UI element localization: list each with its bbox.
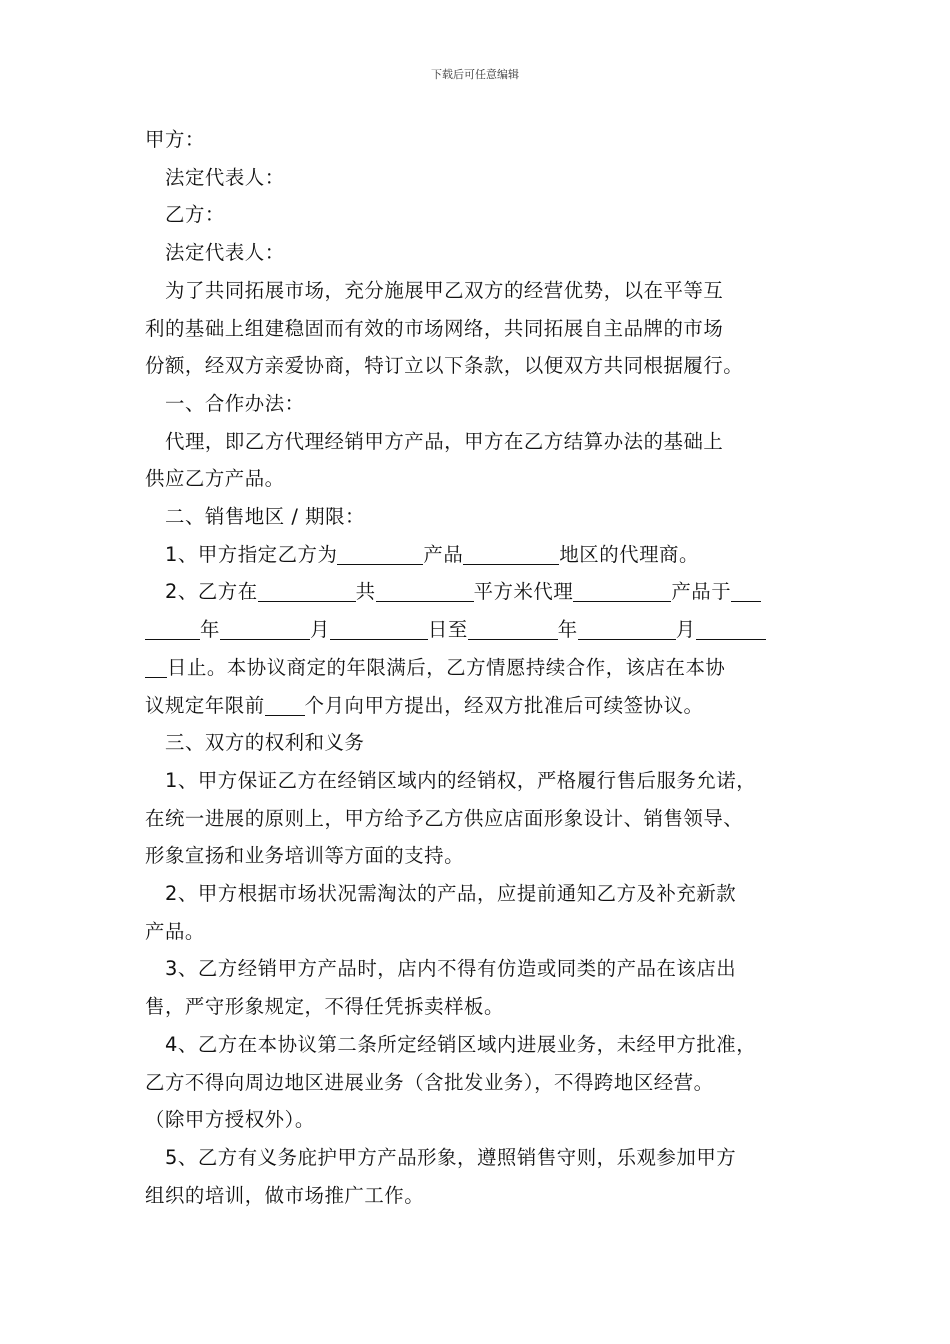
clause-3-5-line: 5、乙方有义务庇护甲方产品形象，遵照销售守则，乐观参加甲方 [165,1145,737,1169]
clause-text: 产品于 [671,580,732,604]
fill-in-blank[interactable] [258,581,356,602]
clause-text: 年 [200,618,220,642]
party-a-representative-label: 法定代表人： [165,165,285,189]
section-2-title: 二、销售地区 / 期限： [165,505,365,529]
clause-3-1-line: 在统一进展的原则上，甲方给予乙方供应店面形象设计、销售领导、 [145,806,744,830]
party-b-label: 乙方： [165,203,225,227]
clause-text: 地区的代理商。 [559,542,699,566]
fill-in-blank[interactable] [731,581,761,602]
fill-in-blank[interactable] [337,543,423,564]
fill-in-blank[interactable] [463,543,559,564]
clause-3-3-line: 3、乙方经销甲方产品时，店内不得有仿造或同类的产品在该店出 [165,957,737,981]
contract-document [145,121,815,1214]
clause-text: 月 [309,618,330,642]
fill-in-blank[interactable] [376,581,474,602]
clause-3-2-line: 产品。 [145,919,205,943]
section-1-title: 一、合作办法： [165,391,305,415]
fill-in-blank[interactable] [578,619,676,640]
intro-paragraph-line: 利的基础上组建稳固而有效的市场网络，共同拓展自主品牌的市场 [145,316,724,340]
clause-3-4-line: 乙方不得向周边地区进展业务（含批发业务），不得跨地区经营。 [145,1070,714,1094]
page-header-note: 下载后可任意编辑 [431,68,519,81]
clause-text: 产品 [423,542,464,566]
section-1-body-line: 供应乙方产品。 [145,467,285,491]
clause-3-1-line: 1、甲方保证乙方在经销区域内的经销权，严格履行售后服务允诺， [165,768,757,792]
fill-in-blank[interactable] [573,581,671,602]
clause-2-2-cont [145,611,815,649]
clause-text: 日至 [427,618,468,642]
party-b-representative-label: 法定代表人： [165,241,285,265]
clause-2-1 [145,536,815,574]
fill-in-blank[interactable] [145,656,167,677]
clause-text: 月 [675,618,696,642]
clause-text: 个月向甲方提出，经双方批准后可续签协议。 [304,693,704,717]
intro-paragraph-line: 份额，经双方亲爱协商，特订立以下条款，以便双方共同根据履行。 [145,354,744,378]
fill-in-blank[interactable] [265,694,305,715]
fill-in-blank[interactable] [145,619,200,640]
clause-3-3-line: 售，严守形象规定，不得任凭拆卖样板。 [145,995,504,1019]
clause-text: 1、甲方指定乙方为 [165,542,338,566]
intro-paragraph-line: 为了共同拓展市场，充分施展甲乙双方的经营优势，以在平等互 [165,278,724,302]
party-a-label: 甲方： [145,128,205,151]
section-1-body-line: 代理，即乙方代理经销甲方产品，甲方在乙方结算办法的基础上 [165,429,724,453]
clause-3-1-line: 形象宣扬和业务培训等方面的支持。 [145,844,465,868]
clause-text: 日止。本协议商定的年限满后，乙方情愿持续合作，该店在本协 [167,655,726,679]
clause-3-4-line: （除甲方授权外）。 [145,1108,315,1132]
fill-in-blank[interactable] [330,619,428,640]
clause-text: 2、乙方在 [165,580,258,604]
clause-2-2-cont [145,649,815,687]
section-3-title: 三、双方的权利和义务 [165,731,365,755]
clause-text: 平方米代理 [473,580,574,604]
clause-2-2-cont [145,687,815,725]
fill-in-blank[interactable] [220,619,310,640]
clause-text: 议规定年限前 [145,693,265,717]
clause-3-4-line: 4、乙方在本协议第二条所定经销区域内进展业务，未经甲方批准， [165,1032,757,1056]
clause-3-5-line: 组织的培训，做市场推广工作。 [145,1183,425,1207]
fill-in-blank[interactable] [468,619,558,640]
fill-in-blank[interactable] [696,619,766,640]
clause-text: 年 [557,618,578,642]
clause-text: 共 [355,580,376,604]
clause-3-2-line: 2、甲方根据市场状况需淘汰的产品，应提前通知乙方及补充新款 [165,882,737,906]
clause-2-2 [145,573,815,611]
